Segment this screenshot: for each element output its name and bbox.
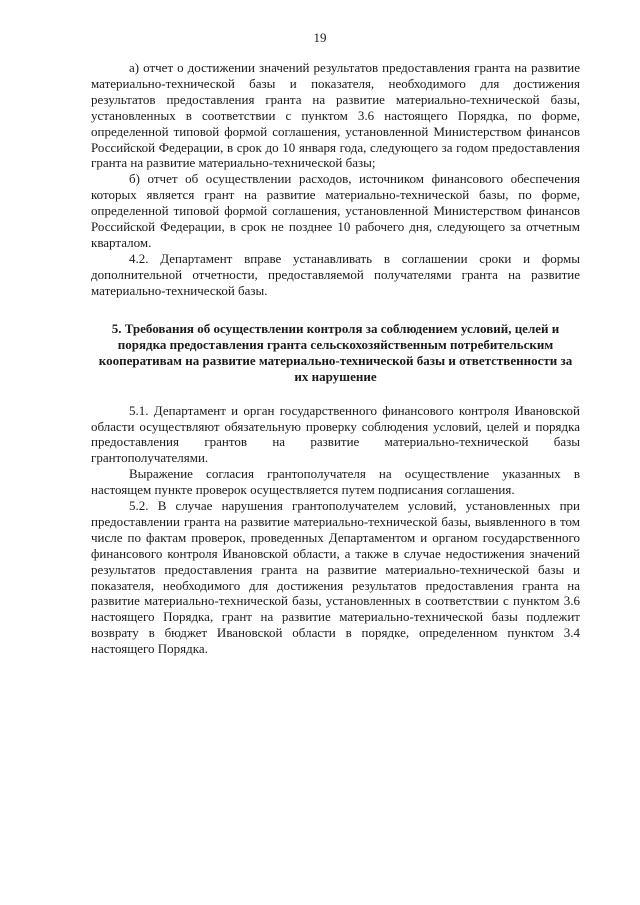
- paragraph-5-2: 5.2. В случае нарушения грантополучателем условий, установленных при предоставлении гранта на развитие материально-технической базы, выявленного в том числе по фактам проверок, проведенных Департаментом и органом государственного финансового контроля Ивановской области, а также в случае недостижения значений результатов предоставления гранта на развитие материально-технической базы и показателя, необходимого для достижения результатов предоставления гранта на развитие материально-технической базы, установленных в соответствии с пунктом 3.6 настоящего Порядка, грант на развитие материально-технической базы подлежит возврату в бюджет Ивановской области в порядке, определенном пунктом 3.4 настоящего Порядка.: [91, 498, 580, 657]
- paragraph-consent: Выражение согласия грантополучателя на осуществление указанных в настоящем пункте проверок осуществляется путем подписания соглашения.: [91, 466, 580, 498]
- section-5-heading: 5. Требования об осуществлении контроля за соблюдением условий, целей и порядка предоставления гранта сельскохозяйственным потребительским кооперативам на развитие материально-технической базы и ответственности за их нарушение: [98, 320, 573, 384]
- paragraph-4-2: 4.2. Департамент вправе устанавливать в соглашении сроки и формы дополнительной отчетности, предоставляемой получателями гранта на развитие материально-технической базы.: [91, 250, 580, 298]
- page-number: 19: [313, 30, 327, 45]
- paragraph-report-achievement: а) отчет о достижении значений результатов предоставления гранта на развитие материально-технической базы и показателя, необходимого для достижения результатов предоставления гранта на развитие материально-технической базы, установленных в соответствии с пунктом 3.6 настоящего Порядка, по форме, определенной типовой формой соглашения, установленной Министерством финансов Российской Федерации, в срок до 10 января года, следующего за годом предоставления гранта на развитие материально-технической базы;: [91, 60, 580, 171]
- paragraph-report-expenses: б) отчет об осуществлении расходов, источником финансового обеспечения которых является грант на развитие материально-технической базы, по форме, определенной типовой формой соглашения, установленной Министерством финансов Российской Федерации, в срок не позднее 10 рабочего дня, следующего за отчетным кварталом.: [91, 171, 580, 250]
- paragraph-5-1: 5.1. Департамент и орган государственного финансового контроля Ивановской области осуществляют обязательную проверку соблюдения условий, целей и порядка предоставления грантов на развитие материально-технической базы грантополучателями.: [91, 402, 580, 466]
- document-body: [91, 60, 580, 657]
